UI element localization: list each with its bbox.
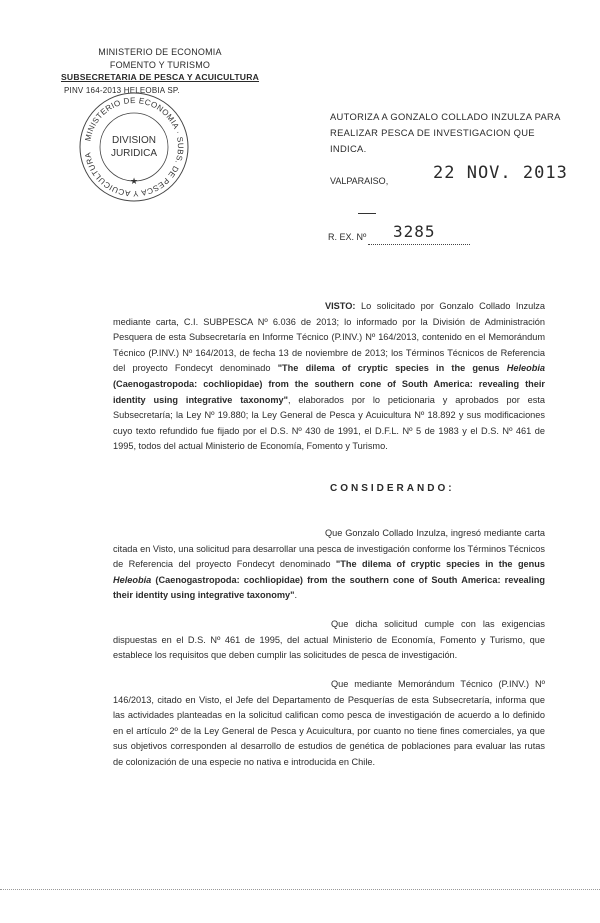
date-stamp: 22 NOV. 2013: [433, 163, 568, 183]
subject-line2: REALIZAR PESCA DE INVESTIGACION QUE INDICA.: [330, 127, 535, 154]
page-bottom-rule: [0, 889, 600, 890]
resolution-subject: [330, 109, 570, 157]
resolution-number: 3285: [393, 222, 436, 241]
short-rule: [358, 213, 376, 214]
file-reference: PINV 164-2013 HELEOBIA SP.: [64, 86, 180, 95]
resolution-number-rule: [368, 244, 470, 245]
c3-text: Que mediante Memorándum Técnico (P.INV.) Nº 146/2013, citado en Visto, el Jefe del Departamento de Pesquerías de esta Subsecretaría, informa que las actividades planteadas en la solicitud califican como pesca de investigación de acuerdo a lo definido en el artículo 2º de la Ley General de Pesca y Acuicultura, por cuanto no tiene fines comerciales, ya que sus objetivos corresponden al desarrollo de estudios de genética de poblaciones para evaluar las rutas de colonización de una especie no nativa e introducida en Chile.: [113, 679, 545, 767]
subject-line1: AUTORIZA A GONZALO COLLADO INZULZA PARA: [330, 111, 561, 122]
c1-title2: (Caenogastropoda: cochliopidae) from the southern cone of South America: revealing their identity using integrative taxonomy": [113, 574, 545, 601]
c1-text2: .: [294, 590, 298, 601]
stamp-star-icon: ★: [129, 177, 139, 187]
ministry-name: MINISTERIO DE ECONOMIA: [98, 47, 222, 57]
visto-paragraph: [113, 299, 545, 455]
stamp-line1: DIVISION: [112, 135, 156, 146]
c1-title1: "The dilema of cryptic species in the genus: [335, 559, 545, 570]
c1-text1: Que Gonzalo Collado Inzulza, ingresó mediante carta citada en Visto, una solicitud para desarrollar una pesca de investigación conforme los Términos Técnicos de Referencia del proyecto Fondecyt denominado: [113, 528, 545, 570]
stamp-ring-text: MINISTERIO DE ECONOMIA · SUBS. DE PESCA Y ACUICULTURA: [83, 95, 186, 199]
visto-title1: "The dilema of cryptic species in the genus: [277, 363, 507, 374]
subsecretaria-name: SUBSECRETARIA DE PESCA Y ACUICULTURA: [60, 72, 260, 82]
visto-text1: Lo solicitado por Gonzalo Collado Inzulza mediante carta, C.I. SUBPESCA Nº 6.036 de 2013; lo informado por la División de Administración Pesquera de esta Subsecretaría en Informe Técnico (P.INV.) Nº 164/2013, contenido en el Memorándum Técnico (P.INV.) Nº 164/2013, de fecha 13 de noviembre de 2013; los Términos Técnicos de Referencia del proyecto Fondecyt denominado: [113, 301, 545, 374]
visto-genus: Heleobia: [506, 363, 545, 374]
c2-text: Que dicha solicitud cumple con las exigencias dispuestas en el D.S. Nº 461 de 1995, del actual Ministerio de Economía, Fomento y Turismo, que establece los requisitos que deben cumplir las solicitudes de pesca de investigación.: [113, 619, 545, 661]
c1-genus: Heleobia: [113, 574, 152, 585]
visto-title2: (Caenogastropoda: cochliopidae) from the southern cone of South America: revealing their identity using integrative taxonomy": [113, 378, 545, 405]
visto-label: VISTO:: [325, 301, 356, 311]
considerando-3: [113, 677, 545, 771]
visto-text2: , elaborados por lo peticionaria y aprobados por esta Subsecretaría; la Ley Nº 19.880; la Ley General de Pesca y Acuicultura Nº 18.892 y sus modificaciones cuyo texto refundido fue fijado por el D.S. Nº 430 de 1991, el D.F.L. Nº 5 de 1983 y el D.S. Nº 461 de 1995, todos del actual Ministerio de Economía, Fomento y Turismo.: [113, 394, 545, 452]
stamp-line2: JURIDICA: [110, 148, 158, 159]
considerando-2: [113, 617, 545, 664]
resolution-number-label: R. EX. Nº: [328, 232, 367, 242]
considerando-1: [113, 526, 545, 604]
ministry-subtitle: FOMENTO Y TURISMO: [109, 60, 211, 70]
place-label: VALPARAISO,: [330, 176, 389, 186]
division-juridica-stamp: [75, 88, 193, 206]
considerando-heading: CONSIDERANDO:: [330, 483, 455, 494]
